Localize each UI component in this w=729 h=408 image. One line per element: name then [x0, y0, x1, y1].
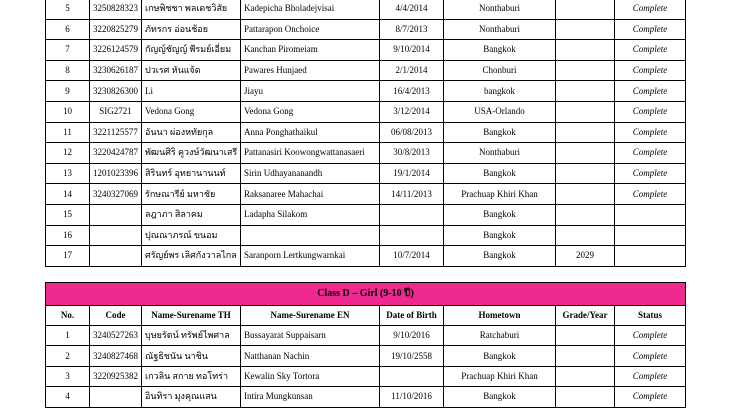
cell-no: 11	[46, 122, 90, 143]
class-banner: Class D – Girl (9-10 ปี)	[46, 283, 686, 306]
cell-name-en: Sirin Udhayananandh	[241, 163, 380, 184]
cell-name-en: Kadepicha Bholadejvisai	[241, 0, 380, 19]
cell-name-th: ปวเรศ หันแจ้ด	[142, 60, 241, 81]
cell-dob: 11/10/2016	[380, 387, 444, 407]
cell-name-en: Jiayu	[241, 81, 380, 102]
cell-no: 13	[46, 163, 90, 184]
cell-code: 3240827468	[90, 346, 142, 366]
cell-no: 3	[46, 366, 90, 386]
registration-table-previous-class	[45, 0, 686, 267]
cell-status: Complete	[615, 346, 686, 366]
cell-grade	[556, 204, 615, 225]
cell-dob: 19/10/2558	[380, 346, 444, 366]
cell-status: Complete	[615, 40, 686, 61]
cell-hometown: Nonthaburi	[444, 19, 556, 40]
table-row	[46, 60, 686, 81]
cell-status: Complete	[615, 387, 686, 407]
cell-name-en: Raksanaree Mahachai	[241, 184, 380, 205]
cell-code: 3230826300	[90, 81, 142, 102]
cell-grade	[556, 0, 615, 19]
cell-hometown: Prachuap Khiri Khan	[444, 366, 556, 386]
cell-status: Complete	[615, 143, 686, 164]
table-row	[46, 101, 686, 122]
cell-dob	[380, 366, 444, 386]
cell-hometown: Bangkok	[444, 204, 556, 225]
cell-hometown: Ratchaburi	[444, 326, 556, 346]
cell-name-th: เกวลิน สกาย ทอโทร่า	[142, 366, 241, 386]
cell-hometown: Bangkok	[444, 225, 556, 246]
cell-dob	[380, 204, 444, 225]
cell-no: 15	[46, 204, 90, 225]
cell-status: Complete	[615, 19, 686, 40]
cell-grade	[556, 366, 615, 386]
cell-name-th: ปุณณาภรณ์ ขนอม	[142, 225, 241, 246]
cell-name-en: Vedona Gong	[241, 101, 380, 122]
cell-name-th: Li	[142, 81, 241, 102]
cell-name-th: ลฎาภา สิลาคม	[142, 204, 241, 225]
cell-code: 3220825279	[90, 19, 142, 40]
cell-no: 5	[46, 0, 90, 19]
cell-code: 3240527263	[90, 326, 142, 346]
cell-name-th: ภัทรกร อ่อนช้อย	[142, 19, 241, 40]
table-row	[46, 366, 686, 386]
cell-status: Complete	[615, 326, 686, 346]
cell-grade	[556, 60, 615, 81]
cell-code: 3230626187	[90, 60, 142, 81]
table-row	[46, 184, 686, 205]
header-dob: Date of Birth	[380, 306, 444, 326]
cell-name-th: พัฒนศิริ คูวงษ์วัฒนาเสรี	[142, 143, 241, 164]
cell-code: 1201023396	[90, 163, 142, 184]
cell-hometown: Bangkok	[444, 387, 556, 407]
table-row	[46, 0, 686, 19]
registration-table-class-d-girl	[45, 282, 686, 408]
cell-no: 9	[46, 81, 90, 102]
header-name-th: Name-Surename TH	[142, 306, 241, 326]
table-row	[46, 81, 686, 102]
cell-dob: 3/12/2014	[380, 101, 444, 122]
cell-grade	[556, 225, 615, 246]
cell-dob: 30/8/2013	[380, 143, 444, 164]
header-code: Code	[90, 306, 142, 326]
cell-status: Complete	[615, 81, 686, 102]
cell-name-en: Anna Ponghathaikul	[241, 122, 380, 143]
table-body	[46, 283, 686, 408]
cell-no: 8	[46, 60, 90, 81]
cell-hometown: Bangkok	[444, 346, 556, 366]
cell-grade	[556, 40, 615, 61]
table-header-row	[46, 306, 686, 326]
cell-hometown: Bangkok	[444, 40, 556, 61]
cell-grade	[556, 346, 615, 366]
cell-grade	[556, 387, 615, 407]
cell-name-th: อินทิรา มุงคุณแสน	[142, 387, 241, 407]
table-row	[46, 143, 686, 164]
cell-name-th: สิรินทร์ อุทยานานนท์	[142, 163, 241, 184]
cell-grade	[556, 122, 615, 143]
cell-status: Complete	[615, 101, 686, 122]
cell-name-en: Kewalin Sky Tortora	[241, 366, 380, 386]
class-banner-row	[46, 283, 686, 306]
table-row	[46, 346, 686, 366]
cell-status: Complete	[615, 366, 686, 386]
cell-hometown: Bangkok	[444, 163, 556, 184]
cell-no: 7	[46, 40, 90, 61]
cell-hometown: USA-Orlando	[444, 101, 556, 122]
cell-dob: 16/4/2013	[380, 81, 444, 102]
cell-code: 3250828323	[90, 0, 142, 19]
cell-name-th: กัญญ์ชัญญ์ พีรมย์เอี่ยม	[142, 40, 241, 61]
cell-name-th: บุษยรัตน์ ทรัพย์ไพศาล	[142, 326, 241, 346]
cell-name-en: Natthanan Nachin	[241, 346, 380, 366]
cell-grade	[556, 163, 615, 184]
cell-name-en: Pattanasiri Koowongwattanasaeri	[241, 143, 380, 164]
cell-grade	[556, 184, 615, 205]
cell-status	[615, 225, 686, 246]
cell-grade	[556, 81, 615, 102]
cell-name-th: รักษณารีย์ มหาชัย	[142, 184, 241, 205]
header-status: Status	[615, 306, 686, 326]
cell-name-en: Ladapha Silakom	[241, 204, 380, 225]
cell-dob: 06/08/2013	[380, 122, 444, 143]
cell-dob: 8/7/2013	[380, 19, 444, 40]
cell-name-en: Pawares Hunjaed	[241, 60, 380, 81]
header-hometown: Hometown	[444, 306, 556, 326]
table-body	[46, 0, 686, 266]
cell-no: 6	[46, 19, 90, 40]
cell-dob: 10/7/2014	[380, 246, 444, 267]
cell-no: 1	[46, 326, 90, 346]
cell-name-th: เกษพิชชา พลเดชวิสัย	[142, 0, 241, 19]
cell-grade	[556, 19, 615, 40]
cell-dob: 19/1/2014	[380, 163, 444, 184]
cell-status: Complete	[615, 60, 686, 81]
table-row	[46, 326, 686, 346]
cell-status	[615, 204, 686, 225]
cell-dob: 4/4/2014	[380, 0, 444, 19]
cell-no: 12	[46, 143, 90, 164]
cell-hometown: Chonburi	[444, 60, 556, 81]
cell-name-en	[241, 225, 380, 246]
cell-name-th: อันนา ผ่องหทัยกุล	[142, 122, 241, 143]
cell-no: 2	[46, 346, 90, 366]
cell-hometown: Nonthaburi	[444, 143, 556, 164]
cell-code: SIG2721	[90, 101, 142, 122]
cell-code: 3220925382	[90, 366, 142, 386]
cell-code: 3220424787	[90, 143, 142, 164]
table-row	[46, 225, 686, 246]
cell-hometown: Bangkok	[444, 122, 556, 143]
cell-code	[90, 204, 142, 225]
cell-code	[90, 225, 142, 246]
table-row	[46, 246, 686, 267]
cell-hometown: Bangkok	[444, 246, 556, 267]
cell-name-en: Intira Mungkunsan	[241, 387, 380, 407]
cell-no: 16	[46, 225, 90, 246]
cell-dob: 9/10/2016	[380, 326, 444, 346]
cell-dob: 14/11/2013	[380, 184, 444, 205]
header-name-en: Name-Surename EN	[241, 306, 380, 326]
cell-status: Complete	[615, 163, 686, 184]
cell-code: 3240327069	[90, 184, 142, 205]
table-row	[46, 163, 686, 184]
cell-hometown: bangkok	[444, 81, 556, 102]
cell-dob: 2/1/2014	[380, 60, 444, 81]
table-row	[46, 40, 686, 61]
cell-no: 4	[46, 387, 90, 407]
cell-name-en: Saranporn Lertkungwarnkai	[241, 246, 380, 267]
cell-no: 10	[46, 101, 90, 122]
table-row	[46, 19, 686, 40]
cell-no: 14	[46, 184, 90, 205]
cell-name-th: ณัฐธิชนัน นาชิน	[142, 346, 241, 366]
cell-code	[90, 387, 142, 407]
cell-status: Complete	[615, 122, 686, 143]
cell-dob: 9/10/2014	[380, 40, 444, 61]
cell-name-en: Bussayarat Suppaisarn	[241, 326, 380, 346]
cell-status: Complete	[615, 184, 686, 205]
cell-name-th: Vedona Gong	[142, 101, 241, 122]
cell-grade	[556, 101, 615, 122]
cell-name-th: ศรัญย์พร เลิศกังวาลไกล	[142, 246, 241, 267]
cell-grade: 2029	[556, 246, 615, 267]
table-row	[46, 204, 686, 225]
cell-hometown: Prachuap Khiri Khan	[444, 184, 556, 205]
cell-hometown: Nonthaburi	[444, 0, 556, 19]
cell-status	[615, 246, 686, 267]
cell-code: 3221125577	[90, 122, 142, 143]
table-row	[46, 122, 686, 143]
cell-code	[90, 246, 142, 267]
table-row	[46, 387, 686, 407]
cell-grade	[556, 143, 615, 164]
cell-no: 17	[46, 246, 90, 267]
header-grade: Grade/Year	[556, 306, 615, 326]
cell-grade	[556, 326, 615, 346]
cell-name-en: Pattarapon Onchoice	[241, 19, 380, 40]
cell-name-en: Kanchan Piromeiam	[241, 40, 380, 61]
cell-code: 3226124579	[90, 40, 142, 61]
header-no: No.	[46, 306, 90, 326]
cell-dob	[380, 225, 444, 246]
cell-status: Complete	[615, 0, 686, 19]
